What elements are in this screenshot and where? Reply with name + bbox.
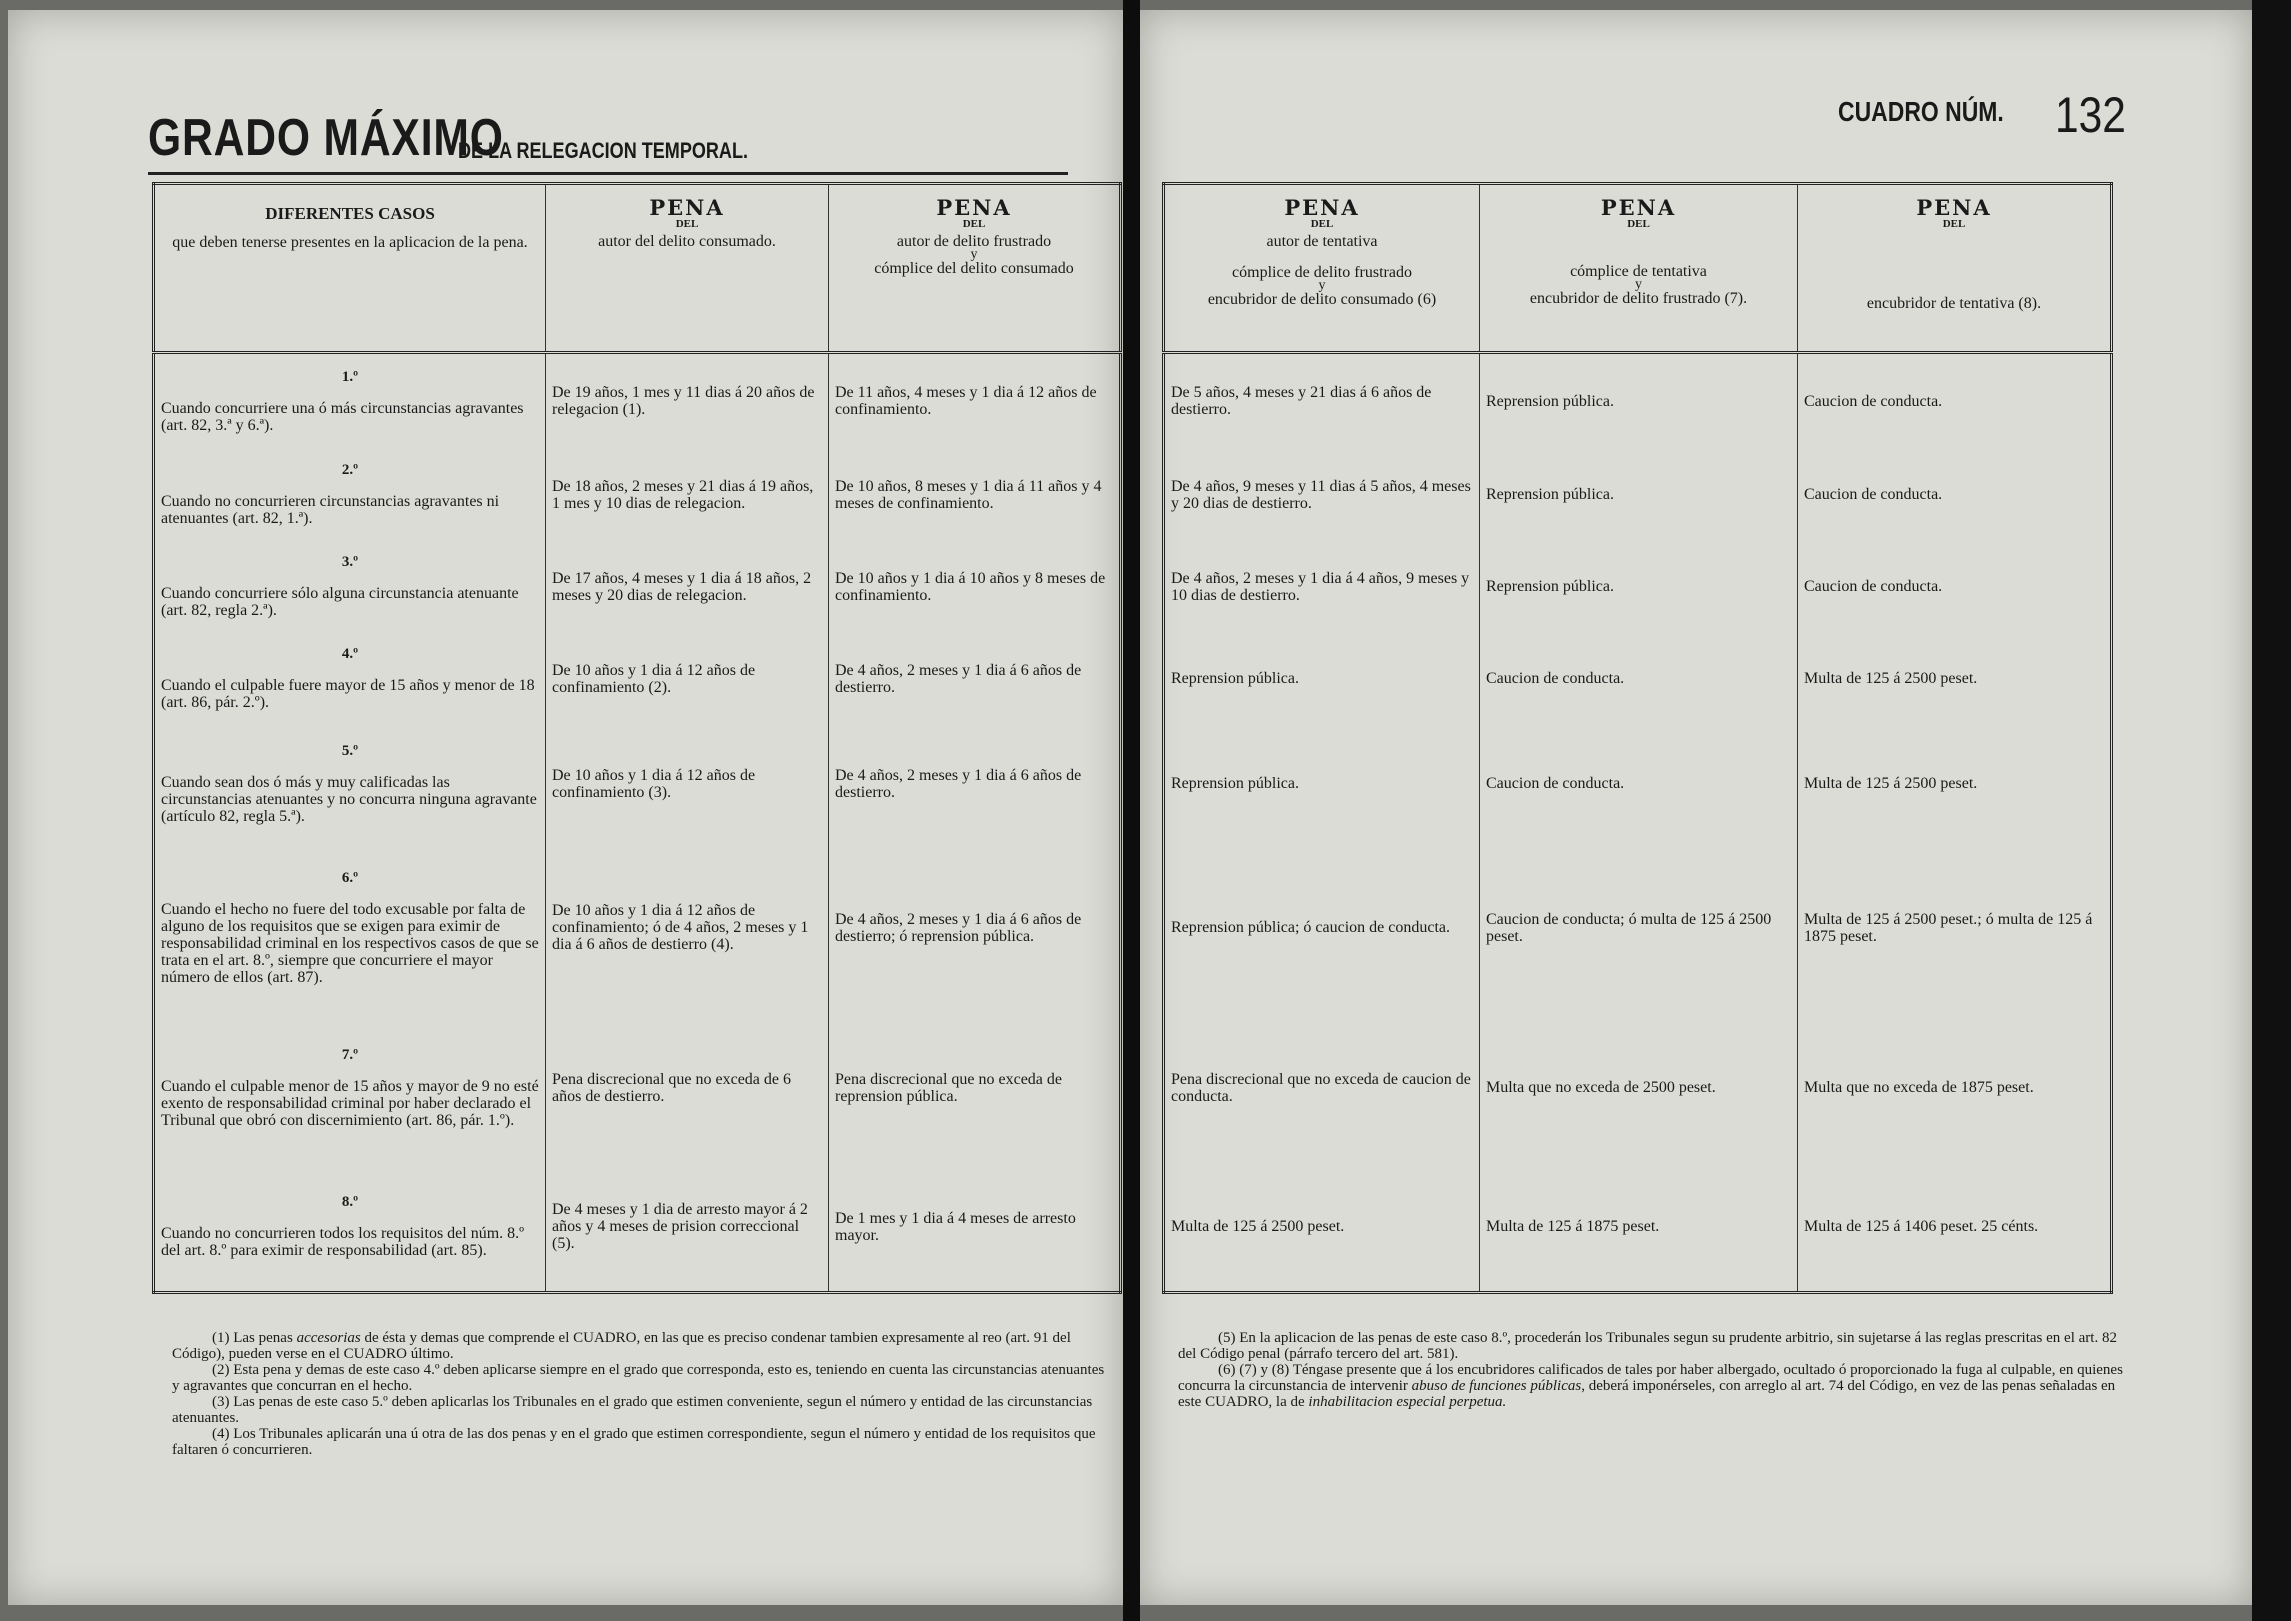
footnote — [172, 1426, 1107, 1458]
header-col4-pena: PENA — [1600, 195, 1677, 220]
header-col4 — [1480, 184, 1798, 353]
penalty-cell: Pena discrecional que no exceda de reprension pública. — [829, 1013, 1121, 1163]
case-text: Cuando concurriere sólo alguna circunstancia atenuante (art. 82, regla 2.ª). — [161, 585, 519, 619]
footnote — [172, 1330, 1107, 1362]
left-header-row — [154, 184, 1121, 353]
cuadro-number: 132 — [2055, 87, 2126, 143]
penalty-cell: De 4 años, 2 meses y 1 dia á 6 años de destierro. — [829, 725, 1121, 843]
caso-cell — [154, 1013, 546, 1163]
table-row — [154, 353, 1121, 449]
header-col2-line1: autor de delito frustrado — [896, 233, 1052, 250]
case-number: 4.º — [341, 646, 359, 662]
footnote — [1178, 1330, 2123, 1362]
footnote-text: (3) Las penas de este caso 5.º deben aplicarlas los Tribunales en el grado que estimen conveniente, segun el número y entidad de las circunstancias atenuantes. — [172, 1394, 1093, 1426]
penalty-cell: De 18 años, 2 meses y 21 dias á 19 años, 1 mes y 10 dias de relegacion. — [546, 449, 829, 541]
table-row — [154, 843, 1121, 1013]
page-edge-shadow — [2252, 0, 2291, 1621]
table-row — [1164, 1013, 2112, 1163]
caso-cell — [154, 449, 546, 541]
penalty-cell: Caucion de conducta. — [1480, 633, 1798, 725]
header-col2 — [829, 184, 1121, 353]
header-col3 — [1164, 184, 1480, 353]
penalty-cell: Multa de 125 á 2500 peset.; ó multa de 125 á 1875 peset. — [1798, 843, 2112, 1013]
header-col1-line1: autor del delito consumado. — [598, 233, 776, 250]
penalty-cell: Multa de 125 á 1406 peset. 25 cénts. — [1798, 1163, 2112, 1293]
case-number: 5.º — [341, 742, 359, 759]
header-col4-line2: encubridor de delito frustrado (7). — [1529, 290, 1748, 307]
header-col4-line1: cómplice de tentativa — [1570, 263, 1707, 280]
page-title: GRADO MÁXIMO — [148, 109, 504, 167]
header-col3-del: DEL — [1310, 218, 1334, 230]
footnote-text: (5) En la aplicacion de las penas de este caso 8.º, procederán los Tribunales segun su prudente arbitrio, sin sujetarse á las reglas prescritas en el art. 82 del Código penal (párrafo tercero del art. 581). — [1178, 1330, 2117, 1362]
table-row — [1164, 449, 2112, 541]
penalty-cell: Reprension pública. — [1480, 541, 1798, 633]
case-text: Cuando sean dos ó más y muy calificadas las circunstancias atenuantes y no concurra ninguna agravante (artículo 82, regla 5.ª). — [161, 773, 537, 825]
penalty-cell: Reprension pública. — [1480, 449, 1798, 541]
penalty-cell: De 19 años, 1 mes y 11 dias á 20 años de relegacion (1). — [546, 353, 829, 449]
penalty-cell: De 10 años y 1 dia á 12 años de confinamiento (3). — [546, 725, 829, 843]
caso-cell — [154, 843, 546, 1013]
penalty-cell: Pena discrecional que no exceda de caucion de conducta. — [1164, 1013, 1480, 1163]
case-text: Cuando el hecho no fuere del todo excusable por falta de alguno de los requisitos que se exigen para eximir de responsabilidad criminal en los respectivos casos de que se trata en el art. 8.º, siempre que concurriere el mayor número de ellos (art. 87). — [161, 900, 539, 986]
footnote-text: de ésta y demas que comprende el CUADRO, en las que es preciso condenar tambien expresamente al reo (art. 91 del Código), pueden verse en el CUADRO último. — [172, 1330, 1071, 1362]
penalty-cell: Caucion de conducta. — [1798, 449, 2112, 541]
penalty-cell: De 11 años, 4 meses y 1 dia á 12 años de confinamiento. — [829, 353, 1121, 449]
case-number: 8.º — [341, 1194, 359, 1211]
right-footnotes — [1178, 1330, 2123, 1410]
header-casos-sub: que deben tenerse presentes en la aplicacion de la pena. — [172, 234, 528, 251]
header-col3-pena: PENA — [1284, 195, 1360, 220]
penalty-cell: De 10 años y 1 dia á 12 años de confinamiento (2). — [546, 633, 829, 725]
header-col5-line1: encubridor de tentativa (8). — [1866, 295, 2042, 312]
header-col3-y: y — [1318, 278, 1326, 293]
caso-cell — [154, 541, 546, 633]
penalty-cell: Caucion de conducta. — [1480, 725, 1798, 843]
header-col2-pena: PENA — [936, 195, 1012, 220]
penalty-cell: Reprension pública; ó caucion de conducta. — [1164, 843, 1480, 1013]
footnote — [172, 1362, 1107, 1394]
penalty-cell: Reprension pública. — [1164, 633, 1480, 725]
penalty-cell: Reprension pública. — [1480, 353, 1798, 449]
case-number: 2.º — [341, 462, 359, 478]
penalty-cell: Multa de 125 á 2500 peset. — [1164, 1163, 1480, 1293]
table-row — [1164, 541, 2112, 633]
caso-cell — [154, 353, 546, 449]
penalty-cell: Caucion de conducta; ó multa de 125 á 2500 peset. — [1480, 843, 1798, 1013]
header-col5-del: DEL — [1942, 218, 1966, 230]
footnote — [1178, 1362, 2123, 1410]
penalty-cell: De 4 años, 2 meses y 1 dia á 4 años, 9 meses y 10 dias de destierro. — [1164, 541, 1480, 633]
footnote-text: (1) Las penas — [212, 1330, 297, 1346]
book-gutter — [1123, 0, 1140, 1621]
penalty-cell: Caucion de conducta. — [1798, 353, 2112, 449]
penalty-cell: De 4 años, 9 meses y 11 dias á 5 años, 4 meses y 20 dias de destierro. — [1164, 449, 1480, 541]
header-col1-pena: PENA — [649, 195, 725, 220]
case-number: 1.º — [341, 368, 359, 385]
case-text: Cuando el culpable menor de 15 años y mayor de 9 no esté exento de responsabilidad criminal por haber declarado el Tribunal que obró con discernimiento (art. 86, pár. 1.º). — [161, 1077, 539, 1129]
penalty-cell: Multa de 125 á 1875 peset. — [1480, 1163, 1798, 1293]
table-row — [1164, 633, 2112, 725]
penalty-cell: Multa que no exceda de 1875 peset. — [1798, 1013, 2112, 1163]
case-text: Cuando no concurrieren circunstancias agravantes ni atenuantes (art. 82, 1.ª). — [161, 493, 500, 527]
penalty-cell: Caucion de conducta. — [1798, 541, 2112, 633]
penalty-cell: Multa de 125 á 2500 peset. — [1798, 633, 2112, 725]
footnote-italic: inhabilitacion especial perpetua. — [1308, 1394, 1507, 1410]
header-col3-line1: autor de tentativa — [1266, 233, 1378, 250]
penalty-cell: De 4 años, 2 meses y 1 dia á 6 años de destierro; ó reprension pública. — [829, 843, 1121, 1013]
penalty-cell: De 4 meses y 1 dia de arresto mayor á 2 años y 4 meses de prision correccional (5). — [546, 1163, 829, 1293]
caso-cell — [154, 1163, 546, 1293]
penalty-cell: De 4 años, 2 meses y 1 dia á 6 años de destierro. — [829, 633, 1121, 725]
penalty-cell: Multa que no exceda de 2500 peset. — [1480, 1013, 1798, 1163]
header-col3-line2: cómplice de delito frustrado — [1232, 264, 1412, 281]
table-row — [154, 449, 1121, 541]
footnote-italic: accesorias — [296, 1330, 361, 1346]
penalty-cell: De 1 mes y 1 dia á 4 meses de arresto mayor. — [829, 1163, 1121, 1293]
penalty-cell: De 17 años, 4 meses y 1 dia á 18 años, 2 meses y 20 dias de relegacion. — [546, 541, 829, 633]
table-row — [154, 633, 1121, 725]
footnote-text: (4) Los Tribunales aplicarán una ú otra de las dos penas y en el grado que estimen correspondiente, segun el número y entidad de los requisitos que faltaren ó concurrieren. — [172, 1426, 1096, 1458]
table-row — [154, 1013, 1121, 1163]
penalty-cell: De 10 años y 1 dia á 10 años y 8 meses de confinamiento. — [829, 541, 1121, 633]
left-penalty-table — [152, 182, 1122, 1294]
case-number: 6.º — [341, 869, 359, 886]
left-footnotes — [172, 1330, 1107, 1458]
table-row — [1164, 725, 2112, 843]
header-casos-title: DIFERENTES CASOS — [265, 204, 435, 223]
right-penalty-table — [1162, 182, 2113, 1294]
header-casos — [154, 184, 546, 353]
penalty-cell: De 5 años, 4 meses y 21 dias á 6 años de destierro. — [1164, 353, 1480, 449]
table-row — [1164, 353, 2112, 449]
footnote-text: (2) Esta pena y demas de este caso 4.º deben aplicarse siempre en el grado que corresponda, esto es, teniendo en cuenta las circunstancias atenuantes y agravantes que concurran en el hecho. — [172, 1362, 1105, 1394]
table-row — [154, 1163, 1121, 1293]
header-col1-del: DEL — [675, 218, 699, 230]
header-col2-del: DEL — [962, 218, 986, 230]
penalty-cell: Multa de 125 á 2500 peset. — [1798, 725, 2112, 843]
caso-cell — [154, 725, 546, 843]
penalty-cell: De 10 años y 1 dia á 12 años de confinamiento; ó de 4 años, 2 meses y 1 dia á 6 años de destierro (4). — [546, 843, 829, 1013]
header-col2-line2: cómplice del delito consumado — [874, 260, 1074, 277]
caso-cell — [154, 633, 546, 725]
title-rule — [148, 172, 1068, 175]
right-header-row — [1164, 184, 2112, 353]
footnote — [172, 1394, 1107, 1426]
header-col5 — [1798, 184, 2112, 353]
header-col4-y: y — [1635, 277, 1642, 292]
header-col2-y: y — [970, 247, 978, 262]
footnote-text: (6) (7) y (8) Téngase presente que á los encubridores calificados de tales por haber albergado, ocultado ó proporcionado la fuga al culpable, en quienes concurra la circunstancia de intervenir — [1178, 1362, 2123, 1394]
footnote-text: , deberá imponérseles, con arreglo al art. 74 del Código, en vez de las penas señaladas en este CUADRO, la de — [1178, 1378, 2116, 1410]
penalty-cell: Reprension pública. — [1164, 725, 1480, 843]
case-text: Cuando el culpable fuere mayor de 15 años y menor de 18 (art. 86, pár. 2.º). — [161, 677, 535, 711]
case-text: Cuando no concurrieren todos los requisitos del núm. 8.º del art. 8.º para eximir de responsabilidad (art. 85). — [161, 1225, 525, 1260]
penalty-cell: Pena discrecional que no exceda de 6 años de destierro. — [546, 1013, 829, 1163]
table-row — [1164, 1163, 2112, 1293]
case-number: 3.º — [341, 554, 359, 570]
table-row — [154, 541, 1121, 633]
header-col1 — [546, 184, 829, 353]
table-row — [1164, 843, 2112, 1013]
penalty-cell: De 10 años, 8 meses y 1 dia á 11 años y 4 meses de confinamiento. — [829, 449, 1121, 541]
case-text: Cuando concurriere una ó más circunstancias agravantes (art. 82, 3.ª y 6.ª). — [161, 399, 524, 434]
cuadro-label: CUADRO NÚM. — [1838, 96, 2004, 127]
case-number: 7.º — [341, 1046, 359, 1063]
header-col3-line3: encubridor de delito consumado (6) — [1207, 291, 1437, 308]
header-col4-del: DEL — [1627, 218, 1650, 230]
page-subtitle: DE LA RELEGACION TEMPORAL. — [458, 138, 748, 163]
table-row — [154, 725, 1121, 843]
footnote-italic: abuso de funciones públicas — [1411, 1378, 1582, 1394]
header-col5-pena: PENA — [1916, 195, 1992, 220]
